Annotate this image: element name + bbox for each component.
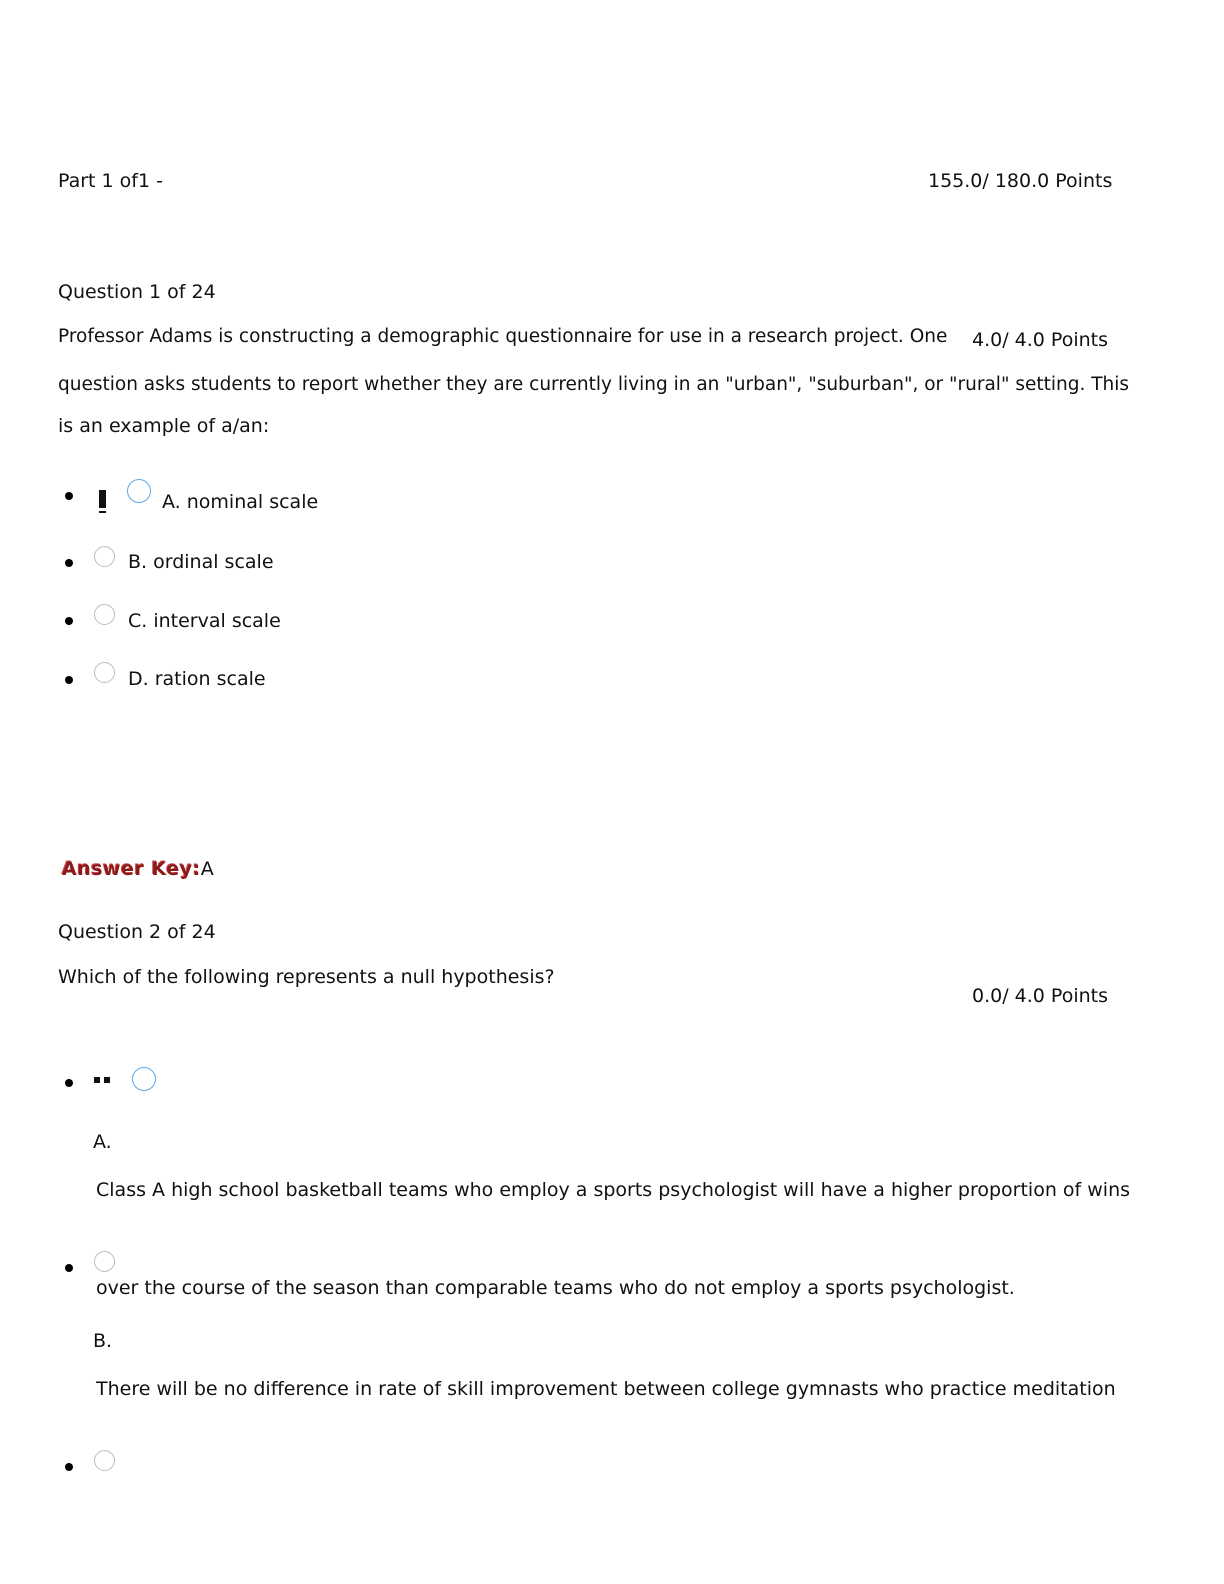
option-b-label: B. ordinal scale bbox=[128, 551, 274, 573]
option-a-label: A. nominal scale bbox=[162, 491, 319, 513]
question-1-text-line-2: question asks students to report whether they are currently living in an "urban", "suburban", or "rural" setting. This bbox=[58, 374, 1130, 395]
question-1-text-line-3: is an example of a/an: bbox=[58, 415, 270, 437]
total-points: 155.0/ 180.0 Points bbox=[928, 170, 1113, 192]
bullet-icon bbox=[65, 492, 73, 500]
option-b-text-line-1: There will be no difference in rate of skill improvement between college gymnasts who practice meditation bbox=[96, 1378, 1116, 1400]
radio-button-b[interactable] bbox=[94, 1251, 115, 1272]
part-label: Part 1 of1 - bbox=[58, 170, 163, 192]
bullet-icon bbox=[65, 1264, 73, 1272]
option-b-letter: B. bbox=[93, 1330, 113, 1352]
radio-button-b[interactable] bbox=[94, 546, 115, 567]
radio-button-c[interactable] bbox=[94, 604, 115, 625]
option-a-text-line-1: Class A high school basketball teams who employ a sports psychologist will have a higher proportion of wins bbox=[96, 1179, 1131, 1201]
question-1-text-line-1: Professor Adams is constructing a demographic questionnaire for use in a research project. One bbox=[58, 326, 948, 347]
answer-key-label: Answer Key: bbox=[62, 858, 201, 880]
option-d-label: D. ration scale bbox=[128, 668, 266, 690]
selected-marker-icon bbox=[94, 1077, 100, 1083]
question-1-number: Question 1 of 24 bbox=[58, 281, 216, 303]
selected-marker-icon bbox=[99, 490, 106, 508]
selected-marker-icon bbox=[104, 1077, 110, 1083]
question-2-text: Which of the following represents a null hypothesis? bbox=[58, 966, 555, 988]
bullet-icon bbox=[65, 676, 73, 684]
radio-button-d[interactable] bbox=[94, 662, 115, 683]
option-a-text-line-2: over the course of the season than comparable teams who do not employ a sports psychologist. bbox=[96, 1277, 1015, 1299]
question-2-points: 0.0/ 4.0 Points bbox=[972, 985, 1108, 1007]
bullet-icon bbox=[65, 1079, 73, 1087]
bullet-icon bbox=[65, 617, 73, 625]
bullet-icon bbox=[65, 559, 73, 567]
option-a-letter: A. bbox=[93, 1131, 112, 1153]
answer-key bbox=[62, 858, 214, 880]
answer-key-value: A bbox=[200, 858, 214, 880]
question-1-points: 4.0/ 4.0 Points bbox=[972, 329, 1108, 351]
bullet-icon bbox=[65, 1463, 73, 1471]
option-c-label: C. interval scale bbox=[128, 610, 281, 632]
radio-button-c[interactable] bbox=[94, 1450, 115, 1471]
radio-button-a[interactable] bbox=[127, 479, 151, 503]
question-2-number: Question 2 of 24 bbox=[58, 921, 216, 943]
radio-button-a[interactable] bbox=[132, 1067, 156, 1091]
